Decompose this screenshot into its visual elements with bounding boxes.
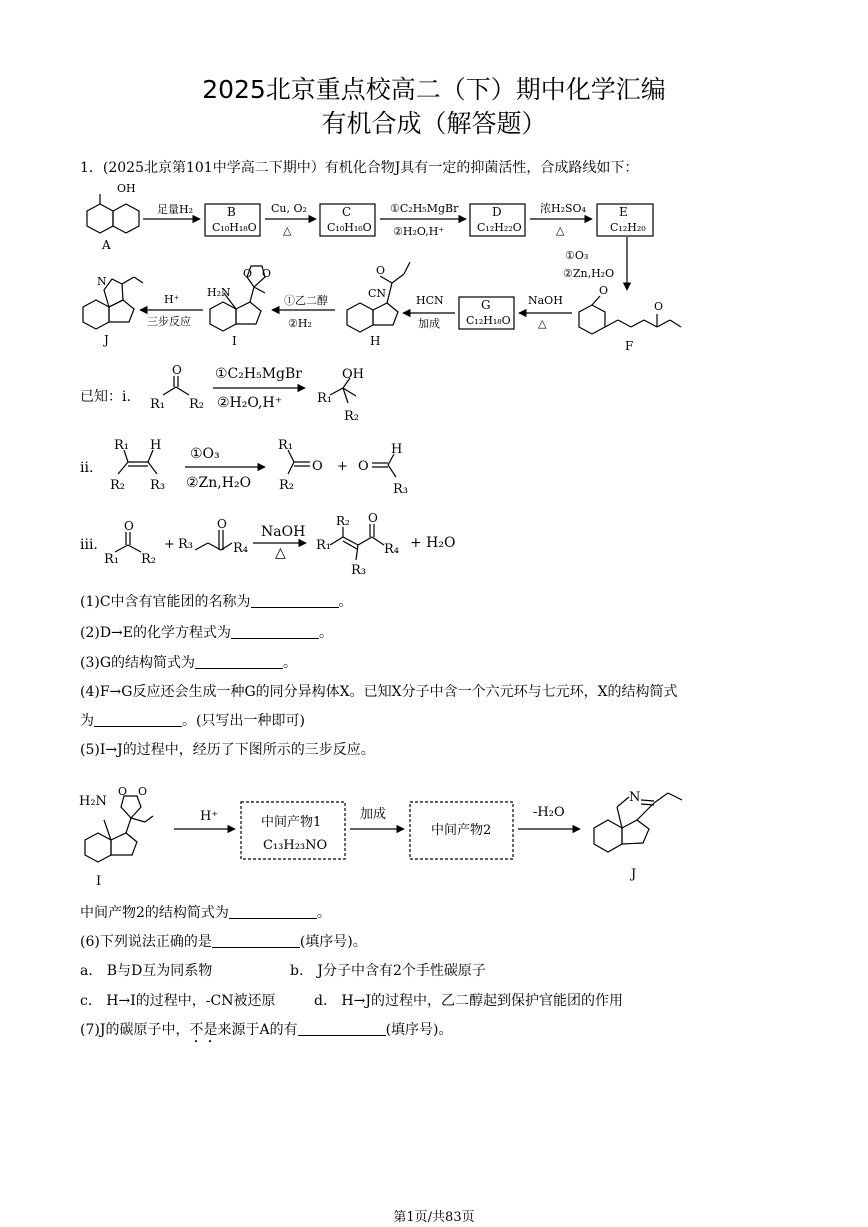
- question-intro: 1．(2025北京第101中学高二下期中）有机化合物J具有一定的抑菌活性，合成路线如下：: [80, 160, 639, 176]
- svg-text:加成: 加成: [360, 807, 387, 822]
- svg-text:R₂: R₂: [279, 478, 294, 493]
- svg-text:Cu, O₂: Cu, O₂: [271, 202, 307, 215]
- option-a: a. B与D互为同系物: [80, 963, 213, 979]
- svg-text:R₂: R₂: [189, 397, 204, 412]
- svg-text:O: O: [118, 785, 128, 798]
- label-H: H: [370, 334, 381, 348]
- svg-text:C₁₂H₂₀: C₁₂H₂₀: [610, 221, 646, 234]
- svg-text:OH: OH: [342, 367, 364, 382]
- svg-text:NaOH: NaOH: [261, 524, 306, 540]
- svg-text:+ H₂O: + H₂O: [410, 535, 456, 551]
- svg-text:O: O: [368, 511, 378, 525]
- svg-text:N: N: [629, 790, 641, 805]
- svg-text:H⁺: H⁺: [164, 293, 180, 306]
- svg-text:①乙二醇: ①乙二醇: [284, 294, 328, 307]
- svg-text:C₁₀H₁₈O: C₁₀H₁₈O: [212, 221, 257, 234]
- svg-text:②H₂: ②H₂: [288, 317, 312, 330]
- svg-text:OH: OH: [117, 182, 136, 195]
- answer-blank-4[interactable]: [94, 712, 182, 727]
- svg-text:O: O: [312, 459, 323, 474]
- svg-text:NaOH: NaOH: [528, 294, 563, 307]
- svg-text:②H₂O,H⁺: ②H₂O,H⁺: [393, 225, 445, 238]
- svg-text:△: △: [538, 317, 547, 330]
- svg-text:①C₂H₅MgBr: ①C₂H₅MgBr: [390, 202, 459, 215]
- svg-text:①C₂H₅MgBr: ①C₂H₅MgBr: [215, 366, 302, 382]
- svg-text:C₁₂H₂₂O: C₁₂H₂₂O: [477, 221, 522, 234]
- svg-text:②H₂O,H⁺: ②H₂O,H⁺: [217, 395, 283, 411]
- svg-text:H₂N: H₂N: [207, 286, 231, 299]
- svg-text:-H₂O: -H₂O: [533, 805, 565, 820]
- known-ii-reactant: [118, 450, 157, 474]
- svg-text:R₁: R₁: [316, 538, 331, 553]
- svg-text:R₁: R₁: [317, 391, 332, 406]
- svg-text:O: O: [138, 785, 148, 798]
- label-J: J: [104, 333, 109, 347]
- question-4: (4)F→G反应还会生成一种G的同分异构体X。已知X分子中含一个六元环与七元环，X的结构简式: [80, 684, 678, 700]
- svg-text:O: O: [376, 264, 386, 277]
- known-ii-product2: [372, 454, 396, 477]
- svg-text:+: +: [337, 459, 348, 474]
- question-5-answer: 中间产物2的结构简式为 。: [80, 905, 331, 921]
- svg-text:O: O: [172, 363, 182, 377]
- svg-text:R₄: R₄: [384, 542, 399, 557]
- svg-text:R₃: R₃: [150, 478, 165, 493]
- scheme5-label-J: J: [631, 867, 637, 882]
- svg-text:R₃: R₃: [178, 537, 193, 552]
- known-iii-reactant2: [195, 530, 232, 550]
- option-b: b. J分子中含有2个手性碳原子: [290, 963, 486, 979]
- svg-text:O: O: [217, 517, 227, 531]
- svg-text:O: O: [599, 284, 609, 297]
- svg-text:D: D: [492, 205, 502, 219]
- page-footer: 第1页/共83页: [393, 1210, 475, 1225]
- svg-text:R₂: R₂: [344, 409, 359, 424]
- svg-text:C₁₀H₁₆O: C₁₀H₁₆O: [327, 221, 372, 234]
- svg-text:△: △: [556, 224, 565, 237]
- svg-text:②Zn,H₂O: ②Zn,H₂O: [563, 267, 615, 280]
- svg-text:iii.: iii.: [80, 537, 98, 553]
- intermediate2-name: 中间产物2: [431, 823, 492, 838]
- svg-text:①O₃: ①O₃: [190, 446, 220, 462]
- svg-text:②Zn,H₂O: ②Zn,H₂O: [186, 475, 252, 491]
- intermediate1-name: 中间产物1: [261, 815, 322, 830]
- svg-text:+: +: [164, 537, 175, 552]
- svg-text:B: B: [227, 205, 236, 219]
- svg-text:浓H₂SO₄: 浓H₂SO₄: [540, 202, 586, 215]
- svg-text:R₃: R₃: [351, 563, 366, 578]
- svg-text:O: O: [358, 459, 369, 474]
- answer-blank-7[interactable]: [298, 1021, 386, 1036]
- answer-blank-3[interactable]: [195, 654, 283, 669]
- option-c: c. H→I的过程中，-CN被还原: [80, 993, 276, 1009]
- compound-F-structure: [579, 296, 681, 334]
- known-iii-product: [330, 524, 384, 560]
- question-5: (5)I→J的过程中，经历了下图所示的三步反应。: [80, 742, 375, 758]
- svg-text:E: E: [619, 205, 628, 219]
- answer-blank-1[interactable]: [251, 593, 339, 608]
- known-ii-product1: [288, 450, 310, 474]
- svg-text:R₁: R₁: [278, 438, 293, 453]
- svg-text:H: H: [391, 442, 403, 457]
- svg-text:O: O: [243, 267, 253, 280]
- page-subtitle: 有机合成（解答题）: [321, 109, 547, 138]
- question-7: (7)J的碳原子中，不是来源于A的有 (填序号)。: [80, 1022, 453, 1038]
- svg-text:G: G: [481, 298, 491, 312]
- known-iii-reactant1: [115, 532, 141, 552]
- question-3: (3)G的结构简式为 。: [80, 655, 298, 671]
- svg-text:CN: CN: [368, 287, 387, 300]
- svg-text:△: △: [275, 545, 286, 561]
- label-A: A: [102, 238, 111, 252]
- svg-text:C₁₂H₁₈O: C₁₂H₁₈O: [466, 314, 511, 327]
- page-title: 2025北京重点校高二（下）期中化学汇编: [202, 75, 666, 104]
- intermediate1-formula: C₁₃H₂₃NO: [263, 838, 328, 853]
- svg-text:R₁: R₁: [150, 397, 165, 412]
- known-i-reactant: [163, 376, 189, 395]
- answer-blank-5[interactable]: [229, 904, 317, 919]
- scheme5-label-I: I: [96, 874, 102, 889]
- svg-text:N: N: [97, 275, 107, 288]
- svg-text:三步反应: 三步反应: [147, 315, 191, 328]
- answer-blank-2[interactable]: [231, 624, 319, 639]
- svg-text:C: C: [342, 205, 352, 219]
- svg-text:R₂: R₂: [141, 552, 156, 567]
- svg-text:HCN: HCN: [416, 294, 444, 307]
- question-6: (6)下列说法正确的是 (填序号)。: [80, 934, 367, 950]
- label-F: F: [625, 339, 634, 353]
- svg-text:H₂N: H₂N: [79, 794, 107, 809]
- compound-A-structure: [87, 194, 139, 233]
- svg-text:已知：i.: 已知：i.: [80, 389, 131, 405]
- svg-text:加成: 加成: [418, 317, 440, 330]
- svg-text:ii.: ii.: [80, 460, 94, 476]
- svg-text:O: O: [262, 267, 272, 280]
- compound-J-structure: [83, 277, 143, 329]
- svg-text:R₁: R₁: [114, 438, 129, 453]
- label-I: I: [232, 334, 237, 348]
- svg-text:R₁: R₁: [104, 552, 119, 567]
- question-4-continued: 为 。(只写出一种即可): [80, 713, 305, 729]
- answer-blank-6[interactable]: [212, 933, 300, 948]
- svg-text:O: O: [124, 519, 134, 533]
- svg-text:O: O: [654, 300, 664, 313]
- svg-text:R₂: R₂: [110, 478, 125, 493]
- svg-text:H: H: [150, 438, 162, 453]
- svg-text:R₄: R₄: [233, 541, 248, 556]
- svg-text:①O₃: ①O₃: [565, 249, 589, 262]
- option-d: d. H→J的过程中，乙二醇起到保护官能团的作用: [314, 993, 623, 1009]
- svg-text:△: △: [283, 224, 292, 237]
- svg-text:R₂: R₂: [336, 514, 350, 528]
- svg-text:R₃: R₃: [393, 482, 408, 497]
- emphasis-text: 不是: [189, 1022, 218, 1038]
- svg-text:H⁺: H⁺: [200, 809, 219, 824]
- question-1: (1)C中含有官能团的名称为 。: [80, 594, 353, 610]
- question-2: (2)D→E的化学方程式为 。: [80, 625, 334, 641]
- svg-text:足量H₂: 足量H₂: [157, 203, 194, 216]
